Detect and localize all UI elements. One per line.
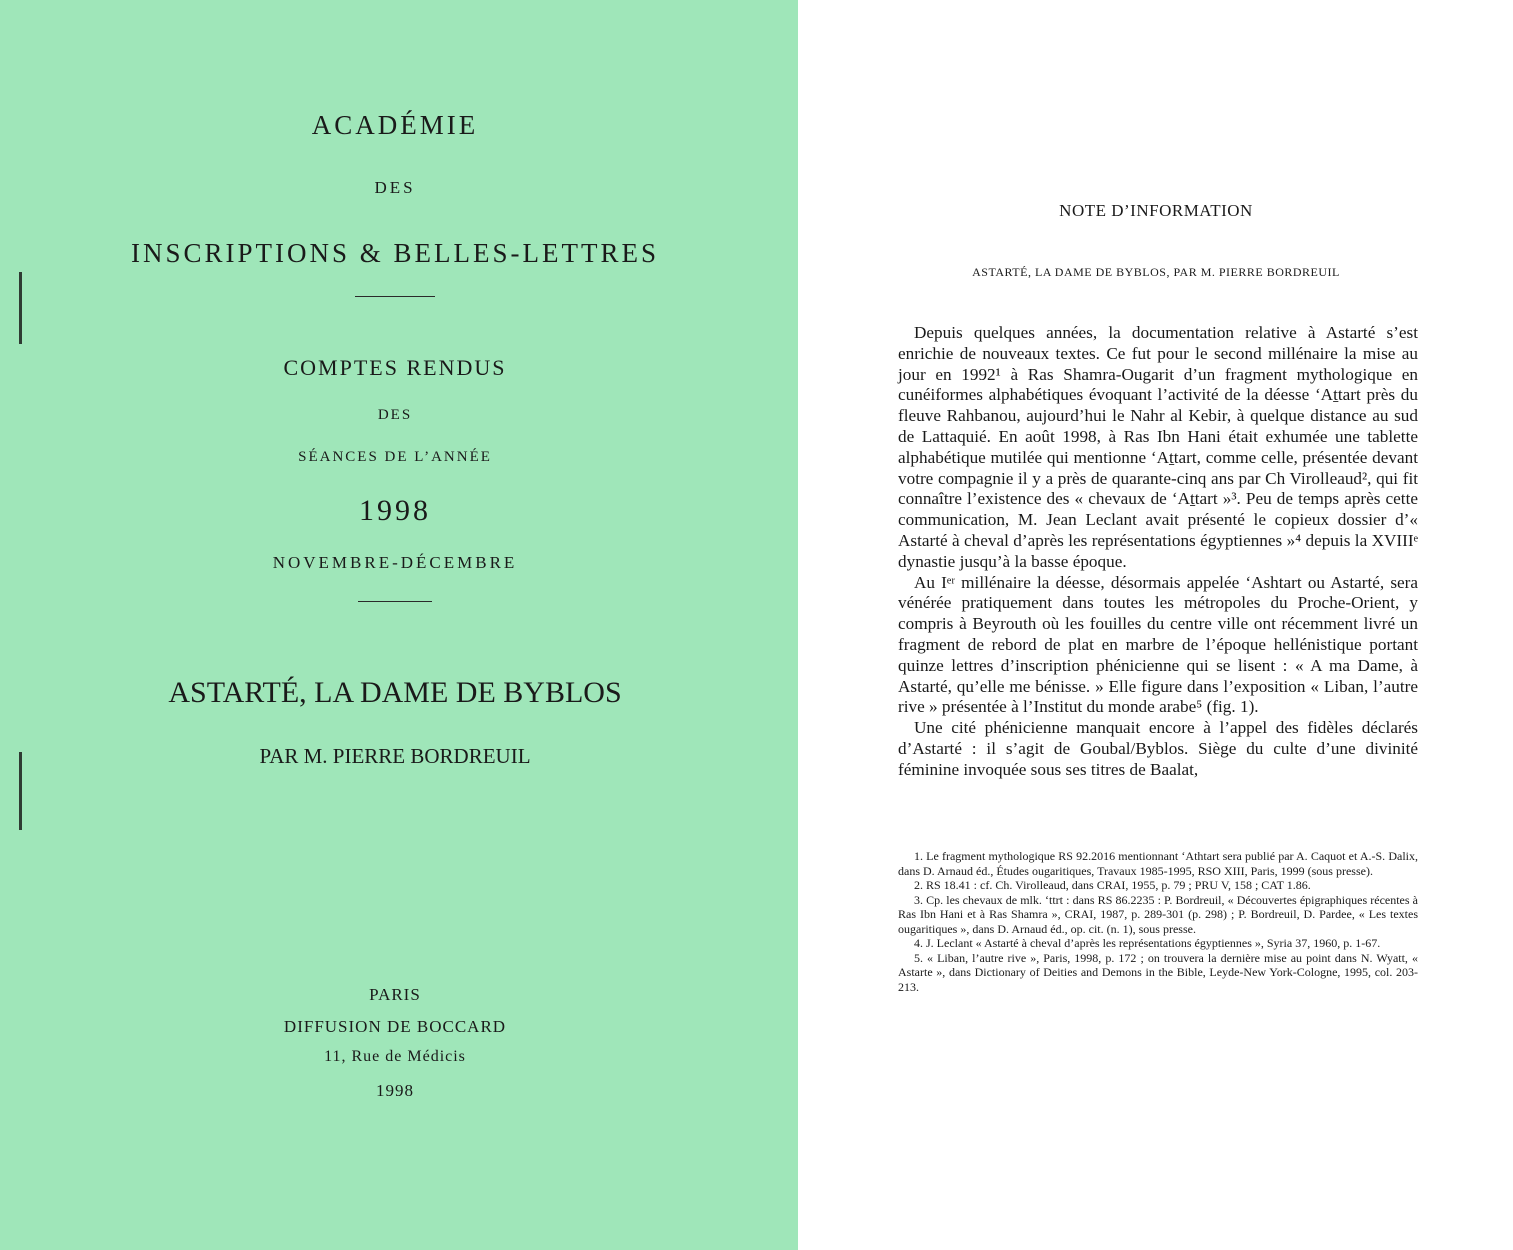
- cover-address: 11, Rue de Médicis: [324, 1048, 466, 1065]
- footnote: 5. « Liban, l’autre rive », Paris, 1998, p. 172 ; on trouvera la dernière mise au point dans N. Wyatt, « Astarte », dans Dictionary of Deities and Demons in the Bible, Leyde-New York-Cologne, 1995, col. 203-213.: [898, 950, 1418, 994]
- body-paragraph: Une cité phénicienne manquait encore à l’appel des fidèles déclarés d’Astarté : il s’agit de Goubal/Byblos. Siège du culte d’une divinité féminine invoquée sous ses titres de Baalat,: [898, 718, 1418, 779]
- cover-year-bottom: 1998: [376, 1081, 414, 1100]
- cover-months: NOVEMBRE-DÉCEMBRE: [272, 553, 518, 572]
- cover-title: ASTARTÉ, LA DAME DE BYBLOS: [168, 676, 622, 709]
- article-page: [866, 0, 1466, 1250]
- cover-inscriptions: INSCRIPTIONS & BELLES-LETTRES: [130, 238, 659, 268]
- page-heading: NOTE D’INFORMATION: [1059, 201, 1253, 220]
- footnote: 2. RS 18.41 : cf. Ch. Virolleaud, dans CRAI, 1955, p. 79 ; PRU V, 158 ; CAT 1.86.: [914, 878, 1311, 892]
- cover-academie: ACADÉMIE: [311, 110, 479, 140]
- body-paragraph: Depuis quelques années, la documentation relative à Astarté s’est enrichie de nouveaux textes. Ce fut pour le second millénaire la mise au jour en 1992¹ à Ras Shamra-Ougarit d’un fragment mythologique en cunéiformes alphabétiques évoquant l’activité de la déesse ‘Aṯtart près du fleuve Rahbanou, aujourd’hui le Nahr al Kebir, à quelque distance au sud de Lattaquié. En août 1998, à Ras Ibn Hani était exhumée une tablette alphabétique mutilée qui mentionne ‘Aṯtart, comme celle, présentée devant votre compagnie il y a près de quarante-cinq ans par Ch Virolleaud², qui fit connaître l’existence des « chevaux de ‘Aṯtart »³. Peu de temps après cette communication, M. Jean Leclant avait présenté le copieux dossier d’« Astarté à cheval d’après les représentations égyptiennes »⁴ depuis la XVIIIᵉ dynastie jusqu’à la basse époque.: [898, 323, 1418, 571]
- footnote: 4. J. Leclant « Astarté à cheval d’après les représentations égyptiennes », Syria 37, 1960, p. 1-67.: [914, 936, 1381, 950]
- body-paragraph: Au Iᵉʳ millénaire la déesse, désormais appelée ‘Ashtart ou Astarté, sera vénérée pratiquement dans toutes les métropoles du Proche-Orient, y compris à Beyrouth où les fouilles du centre ville ont récemment livré un fragment de rebord de plat en marbre de l’époque hellénistique portant quinze lettres d’inscription phénicienne qui se lisent : « A ma Dame, à Astarté, qu’elle me bénisse. » Elle figure dans l’exposition « Liban, l’autre rive » présentée à l’Institut du monde arabe⁵ (fig. 1).: [898, 572, 1418, 717]
- cover-comptes-rendus: COMPTES RENDUS: [283, 355, 507, 380]
- footnotes: [898, 849, 1418, 994]
- cover-publisher: DIFFUSION DE BOCCARD: [283, 1017, 507, 1036]
- page-subheading: ASTARTÉ, LA DAME DE BYBLOS, PAR M. PIERRE BORDREUIL: [972, 265, 1340, 279]
- cover-des-2: DES: [377, 407, 413, 423]
- cover-city: PARIS: [369, 985, 421, 1004]
- cover-year: 1998: [359, 494, 431, 527]
- footnote: 3. Cp. les chevaux de mlk. ‘ttrt : dans RS 86.2235 : P. Bordreuil, « Découvertes épigraphiques récentes à Ras Ibn Hani et à Ras Shamra », CRAI, 1987, p. 289-301 (p. 298) ; P. Bordreuil, D. Pardee, « Les textes ougaritiques », dans D. Arnaud éd., op. cit. (n. 1), sous presse.: [898, 892, 1418, 936]
- cover-seances: SÉANCES DE L’ANNÉE: [298, 449, 492, 465]
- cover-author: PAR M. PIERRE BORDREUIL: [259, 744, 531, 768]
- article-body: [898, 323, 1418, 781]
- cover-rule-top: [355, 296, 435, 297]
- cover-des: DES: [374, 178, 416, 197]
- footnote: 1. Le fragment mythologique RS 92.2016 mentionnant ‘Athtart sera publié par A. Caquot et A.-S. Dalix, dans D. Arnaud éd., Études ougaritiques, Travaux 1985-1995, RSO XIII, Paris, 1999 (sous presse).: [898, 849, 1418, 878]
- cover-rule-bottom: [358, 601, 432, 602]
- staple-top: [19, 272, 22, 344]
